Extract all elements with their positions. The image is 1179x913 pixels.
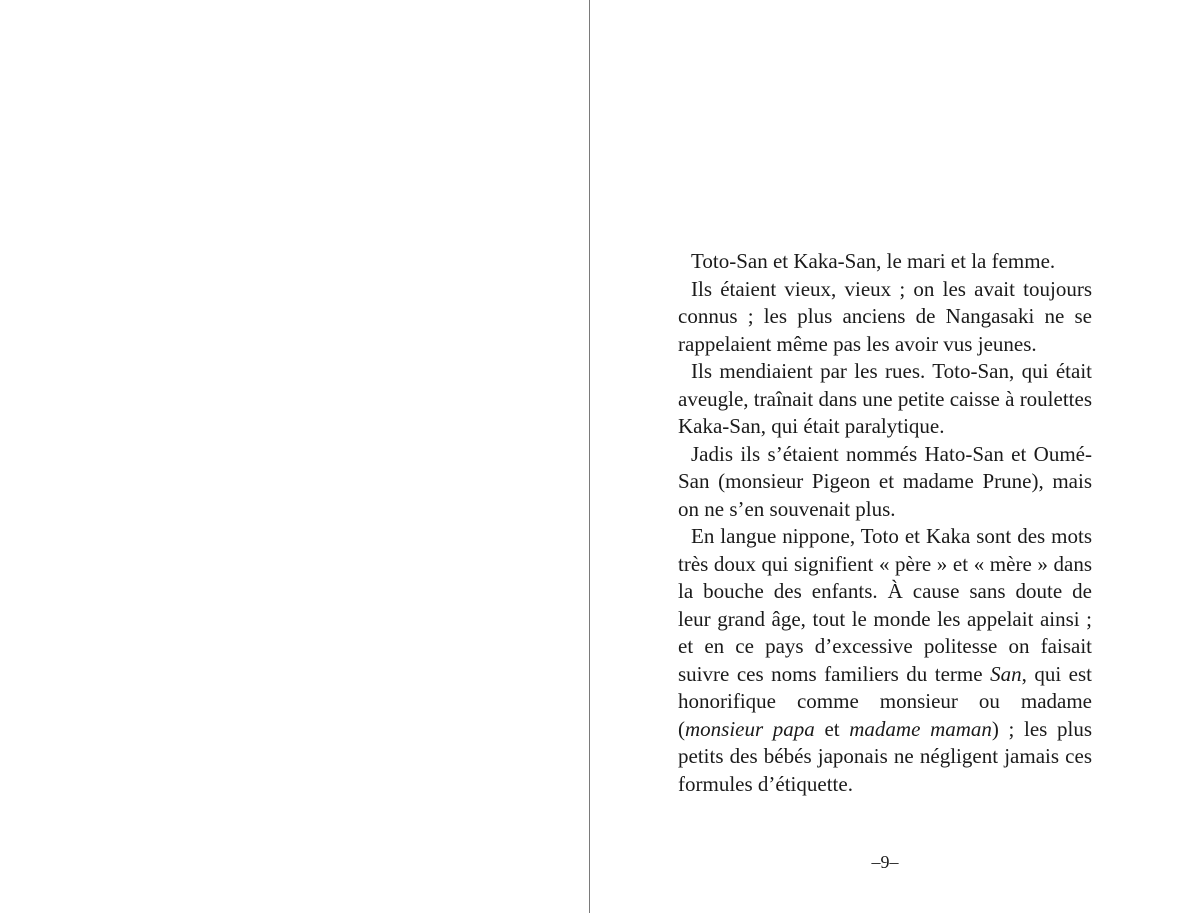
paragraph [678,523,1092,798]
body-text [678,248,1092,798]
paragraph [678,248,1092,276]
text-run: Ils mendiaient par les rues. Toto-San, qui était aveugle, traînait dans une petite caisse à roulettes Kaka-San, qui était paralytique. [678,359,1093,438]
text-run: Jadis ils s’étaient nommés Hato-San et Oumé-San (monsieur Pigeon et madame Prune), mais on ne s’en souvenait plus. [678,441,1092,521]
italic-text: madame maman [849,716,992,741]
right-page [590,0,1179,913]
italic-text: San [990,661,1022,686]
page-number: –9– [871,852,899,872]
text-run: En langue nippone, Toto et Kaka sont des mots très doux qui signifient « père » et « mère » dans la bouche des enfants. À cause sans doute de leur grand âge, tout le monde les appelait ainsi ; et en ce pays d’excessive politesse on faisait suivre ces noms familiers du terme [678,524,1092,686]
text-run: Ils étaient vieux, vieux ; on les avait toujours connus ; les plus anciens de Nangasaki ne se rappelaient même pas les avoir vus jeunes. [678,276,1092,356]
text-run: et [814,716,850,741]
text-run: ) ; les plus petits des bébés japonais ne négligent jamais ces formules d’étiquette. [678,716,1093,796]
paragraph [678,358,1092,441]
paragraph [678,276,1092,359]
paragraph [678,441,1092,524]
text-run: , qui est honorifique comme monsieur ou madame ( [678,661,1092,741]
italic-text: monsieur papa [685,716,815,741]
text-run: Toto-San et Kaka-San, le mari et la femme. [691,249,1056,273]
left-page-blank [0,0,589,913]
